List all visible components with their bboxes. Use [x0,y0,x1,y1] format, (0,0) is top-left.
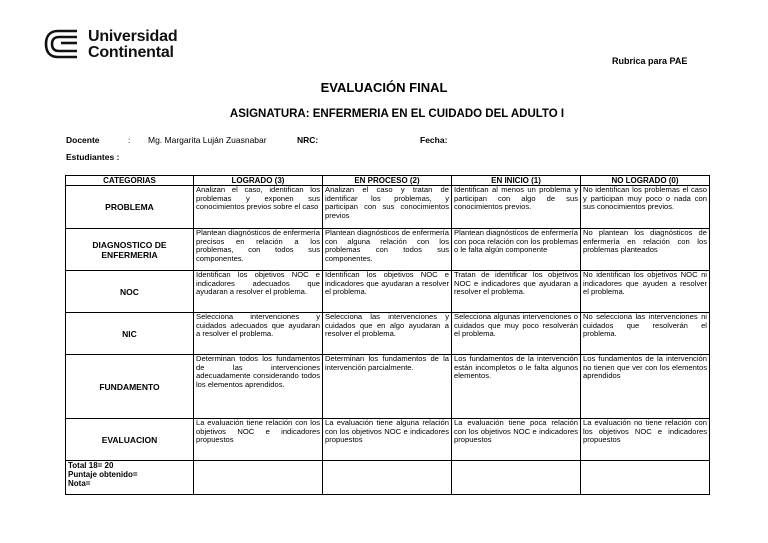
page-subtitle: ASIGNATURA: ENFERMERIA EN EL CUIDADO DEL ADULTO I [229,108,565,120]
table-cell: Identifican al menos un problema y participan con algo de sus conocimientos previos. [452,186,581,229]
rubrica-label: Rubrica para PAE [612,56,688,66]
table-cell: Selecciona algunas intervenciones o cuidados que muy poco resolverán el problema. [452,313,581,355]
logo-mark-icon [44,29,80,59]
docente-label: Docente [66,135,100,145]
table-row [66,229,710,271]
table-cell: Selecciona intervenciones y cuidados adecuados que ayudaran a resolver el problema. [194,313,323,355]
category-cell: FUNDAMENTO [66,355,194,419]
fecha-label: Fecha: [420,135,448,145]
table-row [66,186,710,229]
table-row [66,271,710,313]
nrc-label: NRC: [297,135,319,145]
logo-line-1: Universidad [88,28,178,45]
table-cell: La evaluación tiene alguna relación con los objetivos NOC e indicadores propuestos [323,419,452,461]
score-summary-cell [66,461,194,495]
table-cell: La evaluación tiene relación con los objetivos NOC e indicadores propuestos [194,419,323,461]
total-label: Total 18= 20 [68,461,114,470]
category-cell: NOC [66,271,194,313]
estudiantes-label: Estudiantes : [66,152,120,162]
category-cell: PROBLEMA [66,186,194,229]
table-cell: Plantean diagnósticos de enfermería precisos en relación a los problemas, con todos sus componentes. [194,229,323,271]
logo-line-2: Continental [88,44,174,61]
category-cell: EVALUACION [66,419,194,461]
puntaje-label: Puntaje obtenido= [68,470,138,479]
table-cell: No identifican los objetivos NOC ni indicadores que ayuden a resolver el problema. [581,271,710,313]
table-footer-row [66,461,710,495]
table-row [66,419,710,461]
table-cell: Identifican los objetivos NOC e indicadores que ayudaran a resolver el problema. [323,271,452,313]
table-cell: Plantean diagnósticos de enfermería con alguna relación con los problemas con todos sus componentes. [323,229,452,271]
table-cell: Analizan el caso, identifican los problemas y exponen sus conocimientos previos sobre el caso [194,186,323,229]
nota-label: Nota= [68,479,91,488]
header-no-logrado: NO LOGRADO (0) [581,176,710,186]
table-row [66,355,710,419]
table-cell: Determinan los fundamentos de la intervención parcialmente. [323,355,452,419]
empty-cell [194,461,323,495]
table-header-row [66,176,710,186]
page-title: EVALUACIÓN FINAL [320,80,448,95]
table-cell: No plantean los diagnósticos de enfermería en relación con los problemas planteados [581,229,710,271]
header-en-inicio: EN INICIO (1) [452,176,581,186]
table-row [66,313,710,355]
table-cell: No selecciona las intervenciones ni cuidados que resolverán el problema. [581,313,710,355]
university-logo [44,26,184,66]
table-cell: Identifican los objetivos NOC e indicadores adecuados que ayudaran a resolver el problema. [194,271,323,313]
rubric-table [65,175,710,495]
table-cell: La evaluación tiene poca relación con los objetivos NOC e indicadores propuestos [452,419,581,461]
empty-cell [581,461,710,495]
empty-cell [452,461,581,495]
table-cell: Plantean diagnósticos de enfermería con poca relación con los problemas o le falta algún componente [452,229,581,271]
table-cell: Analizan el caso y tratan de identificar los problemas, y participan con sus conocimientos previos [323,186,452,229]
table-cell: Los fundamentos de la intervención están incompletos o le falta algunos elementos. [452,355,581,419]
header-categorias: CATEGORIAS [66,176,194,186]
table-cell: Tratan de identificar los objetivos NOC e indicadores que ayudaran a resolver el problema. [452,271,581,313]
table-cell: Determinan todos los fundamentos de las intervenciones adecuadamente considerando todos los elementos aprendidos. [194,355,323,419]
table-cell: Los fundamentos de la intervención no tienen que ver con los elementos aprendidos [581,355,710,419]
docente-value: Mg. Margarita Luján Zuasnabar [148,135,267,145]
docente-colon: : [128,135,131,145]
table-cell: No identifican los problemas el caso y participan muy poco o nada con sus conocimientos previos. [581,186,710,229]
header-logrado: LOGRADO (3) [194,176,323,186]
table-cell: La evaluación no tiene relación con los objetivos NOC e indicadores propuestos [581,419,710,461]
header-en-proceso: EN PROCESO (2) [323,176,452,186]
category-cell: DIAGNOSTICO DE ENFERMERIA [66,229,194,271]
empty-cell [323,461,452,495]
table-cell: Selecciona las intervenciones y cuidados que en algo ayudaran a resolver el problema. [323,313,452,355]
category-cell: NIC [66,313,194,355]
